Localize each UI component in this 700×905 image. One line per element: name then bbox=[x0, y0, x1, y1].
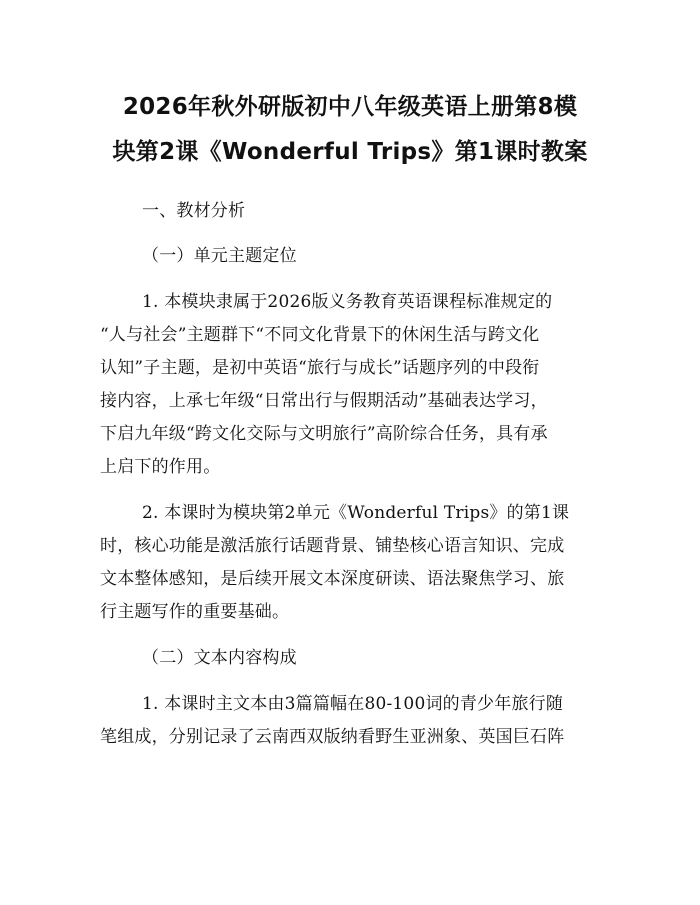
paragraph-1-line-5: 下启九年级“跨文化交际与文明旅行”高阶综合任务，具有承 bbox=[100, 424, 548, 444]
title-line-1: 2026年秋外研版初中八年级英语上册第8模 bbox=[122, 94, 578, 120]
section-heading: 一、教材分析 bbox=[142, 201, 246, 221]
paragraph-2-line-4: 行主题写作的重要基础。 bbox=[100, 602, 290, 622]
paragraph-1-line-4: 接内容，上承七年级“日常出行与假期活动”基础表达学习， bbox=[100, 391, 548, 411]
paragraph-1-line-2: “人与社会”主题群下“不同文化背景下的休闲生活与跨文化 bbox=[100, 325, 540, 345]
paragraph-3-line-1: 1. 本课时主文本由3篇篇幅在80-100词的青少年旅行随 bbox=[142, 694, 564, 714]
paragraph-3-line-2: 笔组成，分别记录了云南西双版纳看野生亚洲象、英国巨石阵 bbox=[100, 727, 565, 747]
title-line-2: 块第2课《Wonderful Trips》第1课时教案 bbox=[112, 139, 588, 165]
paragraph-2-line-3: 文本整体感知，是后续开展文本深度研读、语法聚焦学习、旅 bbox=[100, 569, 565, 589]
subsection-heading-2: （二）文本内容构成 bbox=[142, 648, 297, 668]
paragraph-1-line-3: 认知”子主题，是初中英语“旅行与成长”话题序列的中段衔 bbox=[100, 358, 540, 378]
paragraph-2-line-1: 2. 本课时为模块第2单元《Wonderful Trips》的第1课 bbox=[142, 503, 570, 523]
paragraph-1-line-6: 上启下的作用。 bbox=[100, 457, 221, 477]
paragraph-2-line-2: 时，核心功能是激活旅行话题背景、铺垫核心语言知识、完成 bbox=[100, 536, 565, 556]
paragraph-1-line-1: 1. 本模块隶属于2026版义务教育英语课程标准规定的 bbox=[142, 292, 553, 312]
subsection-heading-1: （一）单元主题定位 bbox=[142, 246, 297, 266]
